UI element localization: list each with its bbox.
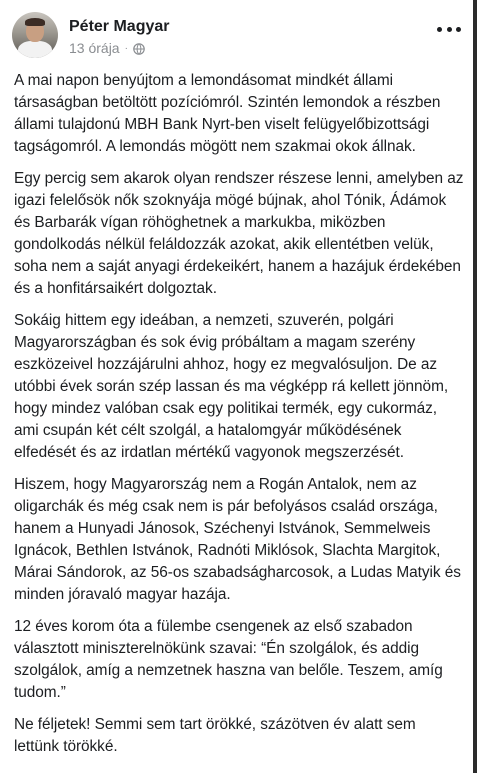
post-time[interactable]: 13 órája (69, 40, 120, 56)
meta-separator: · (124, 42, 128, 54)
avatar-shirt (18, 41, 52, 58)
post-paragraph: Sokáig hittem egy ideában, a nemzeti, szuverén, polgári Magyarországban és sok évig próbáltam a magam szerény eszközeivel hozzájárulni ahhoz, hogy ez megvalósuljon. De az utóbbi évek során szép lassan és ma végképp rá kellett jönnöm, hogy mindez valóban csak egy politikai termék, egy cukormáz, ami csupán két célt szolgál, a hatalomgyár működésének elfedését és az irdatlan mértékű vagyonok megszerzését. (14, 312, 449, 461)
post-header (12, 10, 463, 60)
avatar-hair (25, 18, 45, 26)
more-dot (437, 27, 442, 32)
post-body (14, 70, 464, 768)
post-paragraph: Ne féljetek! Semmi sem tart örökké, százötven év alatt sem lettünk törökké. (14, 716, 416, 755)
post-paragraph: A mai napon benyújtom a lemondásomat mindkét állami társaságban betöltött pozíciómról. Szintén lemondok a részben állami tulajdonú MBH Bank Nyrt-ben viselt felügyelőbizottsági tagságomról. A lemondás mögött nem szakmai okok állnak. (14, 72, 441, 155)
more-dot (456, 27, 461, 32)
globe-icon (133, 42, 145, 54)
more-icon[interactable] (437, 22, 461, 36)
post-paragraph: 12 éves korom óta a fülembe csengenek az első szabadon választott miniszterelnökünk szavai: “Én szolgálok, és addig szolgálok, amíg a nemzetnek haszna van belőle. Teszem, amíg tudom.” (14, 618, 443, 701)
more-dot (447, 27, 452, 32)
post-paragraph: Egy percig sem akarok olyan rendszer részese lenni, amelyben az igazi felelősök nők szoknyája mögé bújnak, ahol Tónik, Ádámok és Barbarák vígan röhöghetnek a markukba, miközben gondolkodás nélkül feláldozzák azokat, akik ellentétben velük, soha nem a saját anyagi érdekeikért, hanem a hazájuk érdekében és a honfitársaikért dolgoztak. (14, 170, 464, 297)
post-meta (69, 40, 145, 56)
post-paragraph: Hiszem, hogy Magyarország nem a Rogán Antalok, nem az oligarchák és még csak nem is pár befolyásos család országa, hanem a Hunyadi Jánosok, Széchenyi Istvánok, Semmelweis Ignácok, Bethlen Istvánok, Radnóti Miklósok, Slachta Margitok, Márai Sándorok, az 56-os szabadságharcosok, a Ludas Matyik és minden jóravaló magyar hazája. (14, 476, 461, 603)
avatar[interactable] (12, 12, 58, 58)
author-name[interactable]: Péter Magyar (69, 18, 170, 35)
